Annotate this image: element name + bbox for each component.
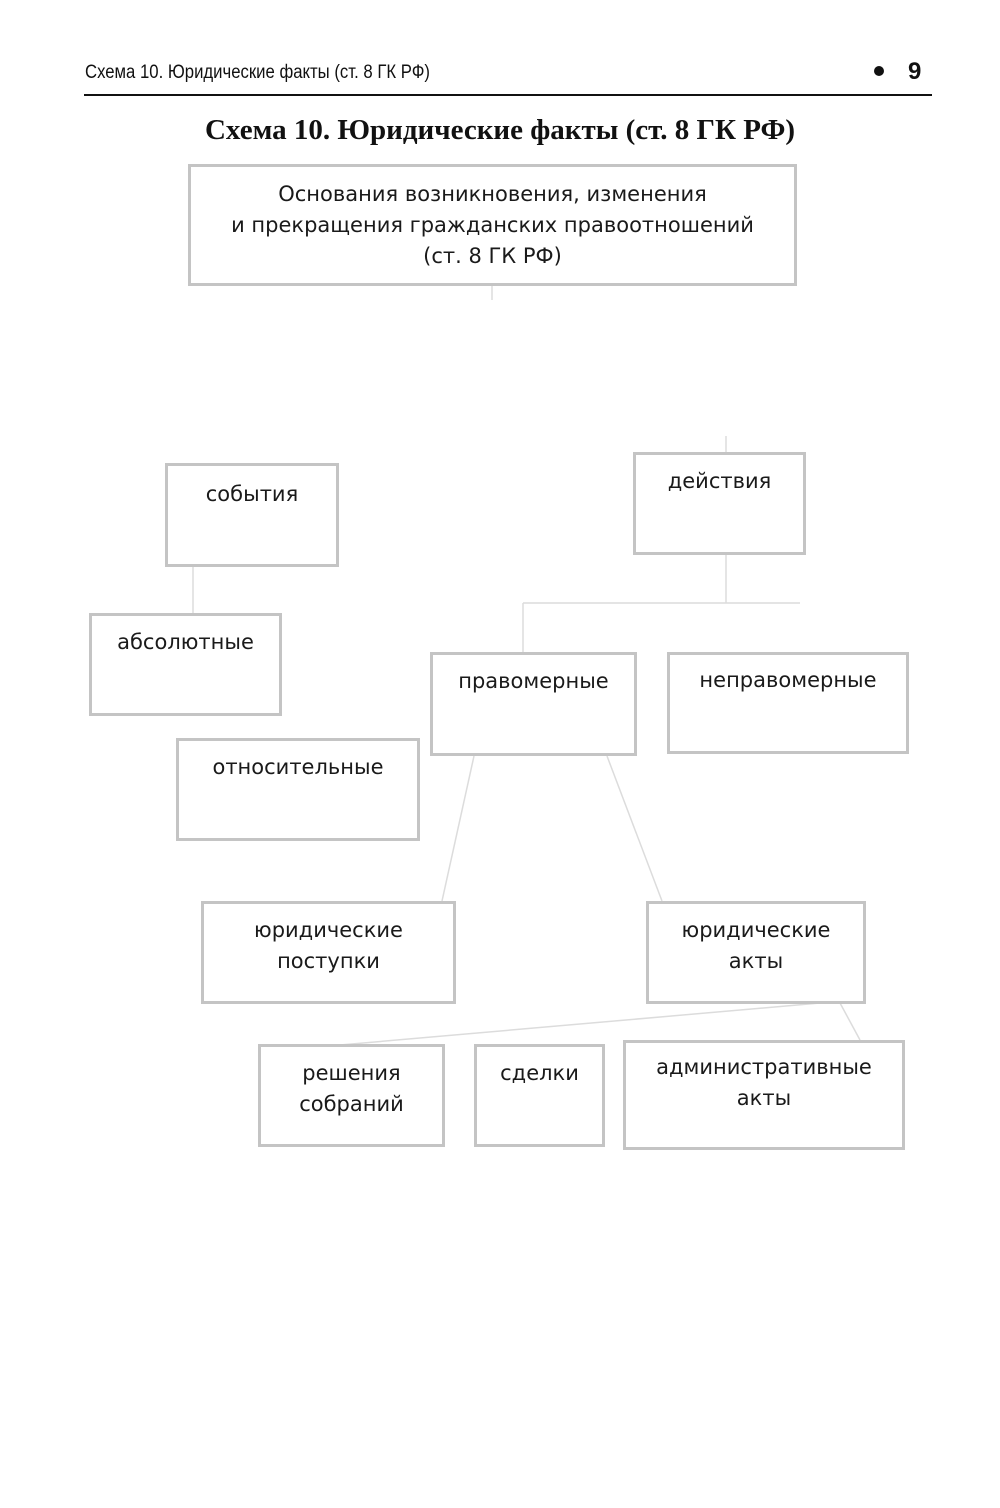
unlawful-label: неправомерные	[699, 668, 877, 692]
absolute-label: абсолютные	[117, 630, 254, 654]
transactions-label: сделки	[500, 1061, 579, 1085]
connector-lawful-right	[607, 756, 662, 901]
actions-box	[633, 452, 806, 555]
administrative-acts-label: административные акты	[656, 1055, 872, 1110]
events-label: события	[205, 482, 299, 506]
actions-label: действия	[667, 469, 772, 493]
lawful-box	[430, 652, 637, 756]
events-box	[165, 463, 339, 567]
connector-acts-branch	[340, 1003, 820, 1045]
meeting-decisions-box	[258, 1044, 445, 1147]
connector-lawful-left	[442, 756, 474, 901]
absolute-box	[89, 613, 282, 716]
root-label: Основания возникновения, изменения и прекращения гражданских правоотношений (ст. 8 ГК РФ)	[231, 182, 754, 268]
lawful-label: правомерные	[458, 669, 609, 693]
meeting-decisions-label: решения собраний	[299, 1061, 404, 1116]
legal-deeds-box	[201, 901, 456, 1004]
connector-acts-right	[840, 1003, 860, 1040]
legal-acts-box	[646, 901, 866, 1004]
running-head-title: Схема 10. Юридические факты (ст. 8 ГК РФ)	[85, 62, 431, 83]
relative-label: относительные	[212, 755, 384, 779]
diagram-title: Схема 10. Юридические факты (ст. 8 ГК РФ)	[204, 114, 796, 146]
transactions-box	[474, 1044, 605, 1147]
administrative-acts-box	[623, 1040, 905, 1150]
legal-acts-label: юридические акты	[681, 918, 831, 973]
unlawful-box	[667, 652, 909, 754]
legal-deeds-label: юридические поступки	[254, 918, 403, 973]
root-box	[188, 164, 797, 286]
relative-box	[176, 738, 420, 841]
page-number: 9	[908, 58, 922, 85]
